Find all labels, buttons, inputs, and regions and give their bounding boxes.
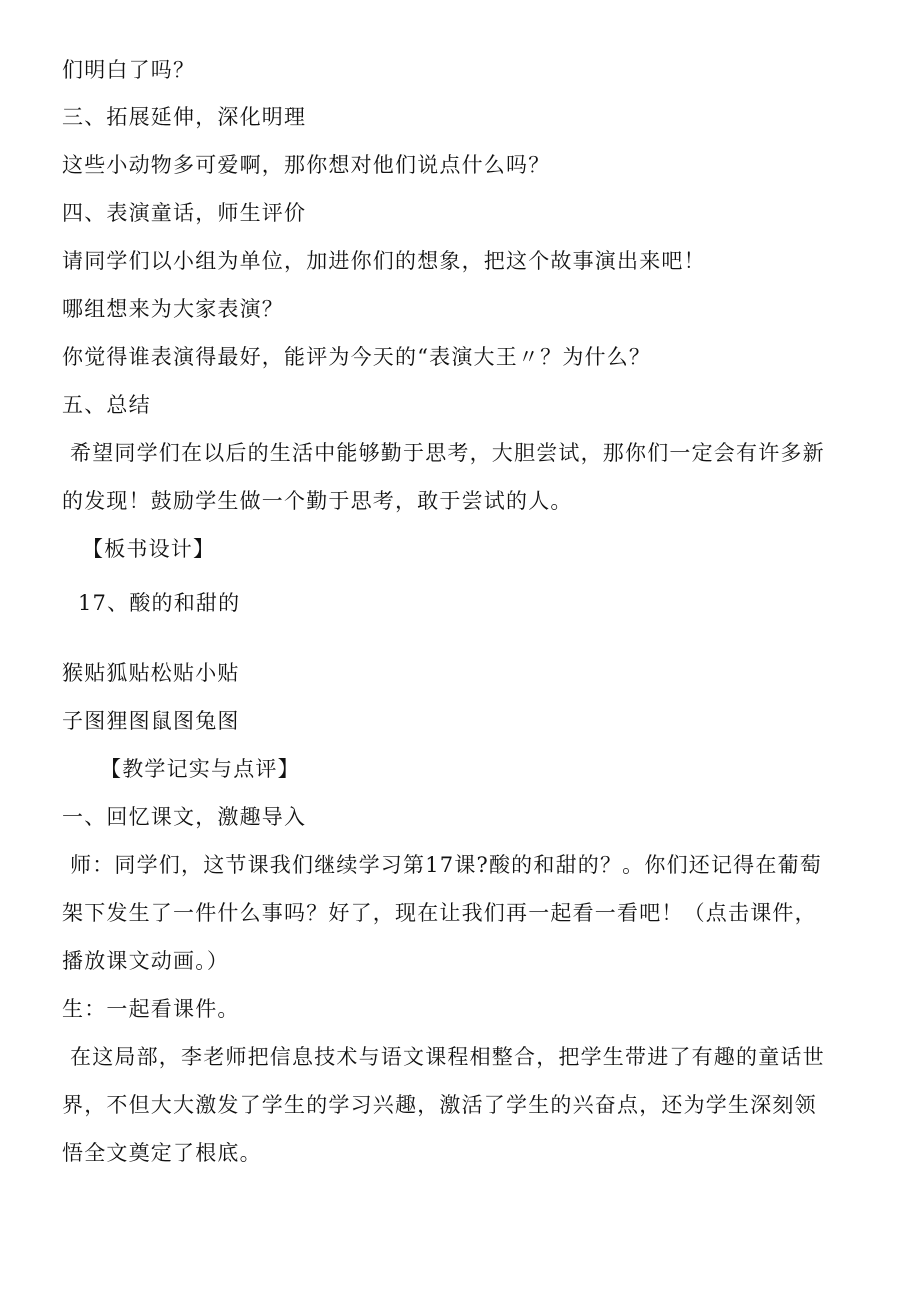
text-line: 你觉得谁表演得最好，能评为今天的“表演大王〃？为什么？: [62, 345, 652, 369]
board-design-line: 猴贴狐贴松贴小贴: [62, 661, 240, 685]
text-line: 希望同学们在以后的生活中能够勤于思考，大胆尝试，那你们一定会有许多新: [70, 441, 825, 465]
text-line: 请同学们以小组为单位，加进你们的想象，把这个故事演出来吧！: [62, 249, 706, 273]
section-heading: 五、总结: [62, 393, 151, 417]
text-line: 们明白了吗？: [62, 58, 196, 82]
section-heading: 四、表演童话，师生评价: [62, 201, 307, 225]
board-design-line: 子图狸图鼠图兔图: [62, 709, 240, 733]
section-heading: 一、回忆课文，激趣导入: [62, 805, 307, 829]
text-line: 界，不但大大激发了学生的学习兴趣，激活了学生的兴奋点，还为学生深刻领: [62, 1093, 817, 1117]
text-line: 这些小动物多可爱啊，那你想对他们说点什么吗？: [62, 153, 551, 177]
text-line: 在这局部，李老师把信息技术与语文课程相整合，把学生带进了有趣的童话世: [70, 1045, 825, 1069]
text-line: 师：同学们，这节课我们继续学习第17课?酸的和甜的？。你们还记得在葡萄: [70, 853, 822, 877]
lesson-title: 17、酸的和甜的: [78, 591, 241, 615]
text-line: 的发现！鼓励学生做一个勤于思考，敢于尝试的人。: [62, 489, 573, 513]
text-line: 哪组想来为大家表演？: [62, 297, 284, 321]
text-line: 架下发生了一件什么事吗？好了，现在让我们再一起看一看吧！（点击课件，: [62, 901, 817, 925]
text-line: 生：一起看课件。: [62, 997, 240, 1021]
section-heading: 【板书设计】: [82, 537, 216, 561]
text-line: 悟全文奠定了根底。: [62, 1141, 262, 1165]
section-heading: 三、拓展延伸，深化明理: [62, 105, 307, 129]
section-heading: 【教学记实与点评】: [100, 757, 300, 781]
text-line: 播放课文动画。）: [62, 949, 230, 973]
